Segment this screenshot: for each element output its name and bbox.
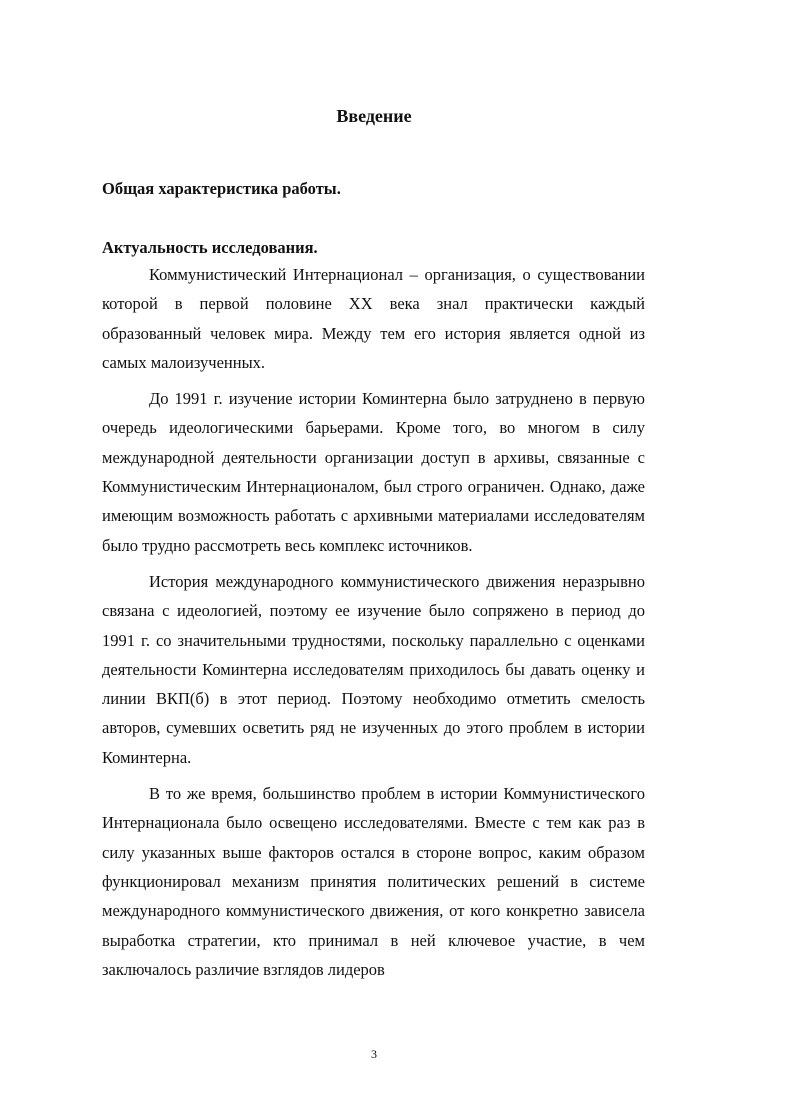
paragraph: До 1991 г. изучение истории Коминтерна было затруднено в первую очередь идеологическими барьерами. Кроме того, во многом в силу международной деятельности организации доступ в архивы, связанные с Коммунистическим Интернационалом, был строго ограничен. Однако, даже имеющим возможность работать с архивными материалами исследователям было трудно рассмотреть весь комплекс источников.: [102, 389, 645, 555]
page-number: 3: [371, 1047, 377, 1061]
page-title: Введение: [336, 106, 412, 126]
paragraph: Коммунистический Интернационал – организация, о существовании которой в первой половине XX века знал практически каждый образованный человек мира. Между тем его история является одной из самых малоизученных.: [102, 265, 645, 372]
subsection-heading: Актуальность исследования.: [102, 238, 318, 257]
section-heading: Общая характеристика работы.: [102, 179, 341, 198]
body-text: [102, 260, 645, 984]
paragraph: История международного коммунистического движения неразрывно связана с идеологией, поэтому ее изучение было сопряжено в период до 1991 г. со значительными трудностями, поскольку параллельно с оценками деятельности Коминтерна исследователям приходилось бы давать оценку и линии ВКП(б) в этот период. Поэтому необходимо отметить смелость авторов, сумевших осветить ряд не изученных до этого проблем в истории Коминтерна.: [102, 571, 645, 767]
paragraph: В то же время, большинство проблем в истории Коммунистического Интернационала было освещено исследователями. Вместе с тем как раз в силу указанных выше факторов остался в стороне вопрос, каким образом функционировал механизм принятия политических решений в системе международного коммунистического движения, от кого конкретно зависела выработка стратегии, кто принимал в ней ключевое участие, в чем заключалось различие взглядов лидеров: [102, 784, 645, 979]
